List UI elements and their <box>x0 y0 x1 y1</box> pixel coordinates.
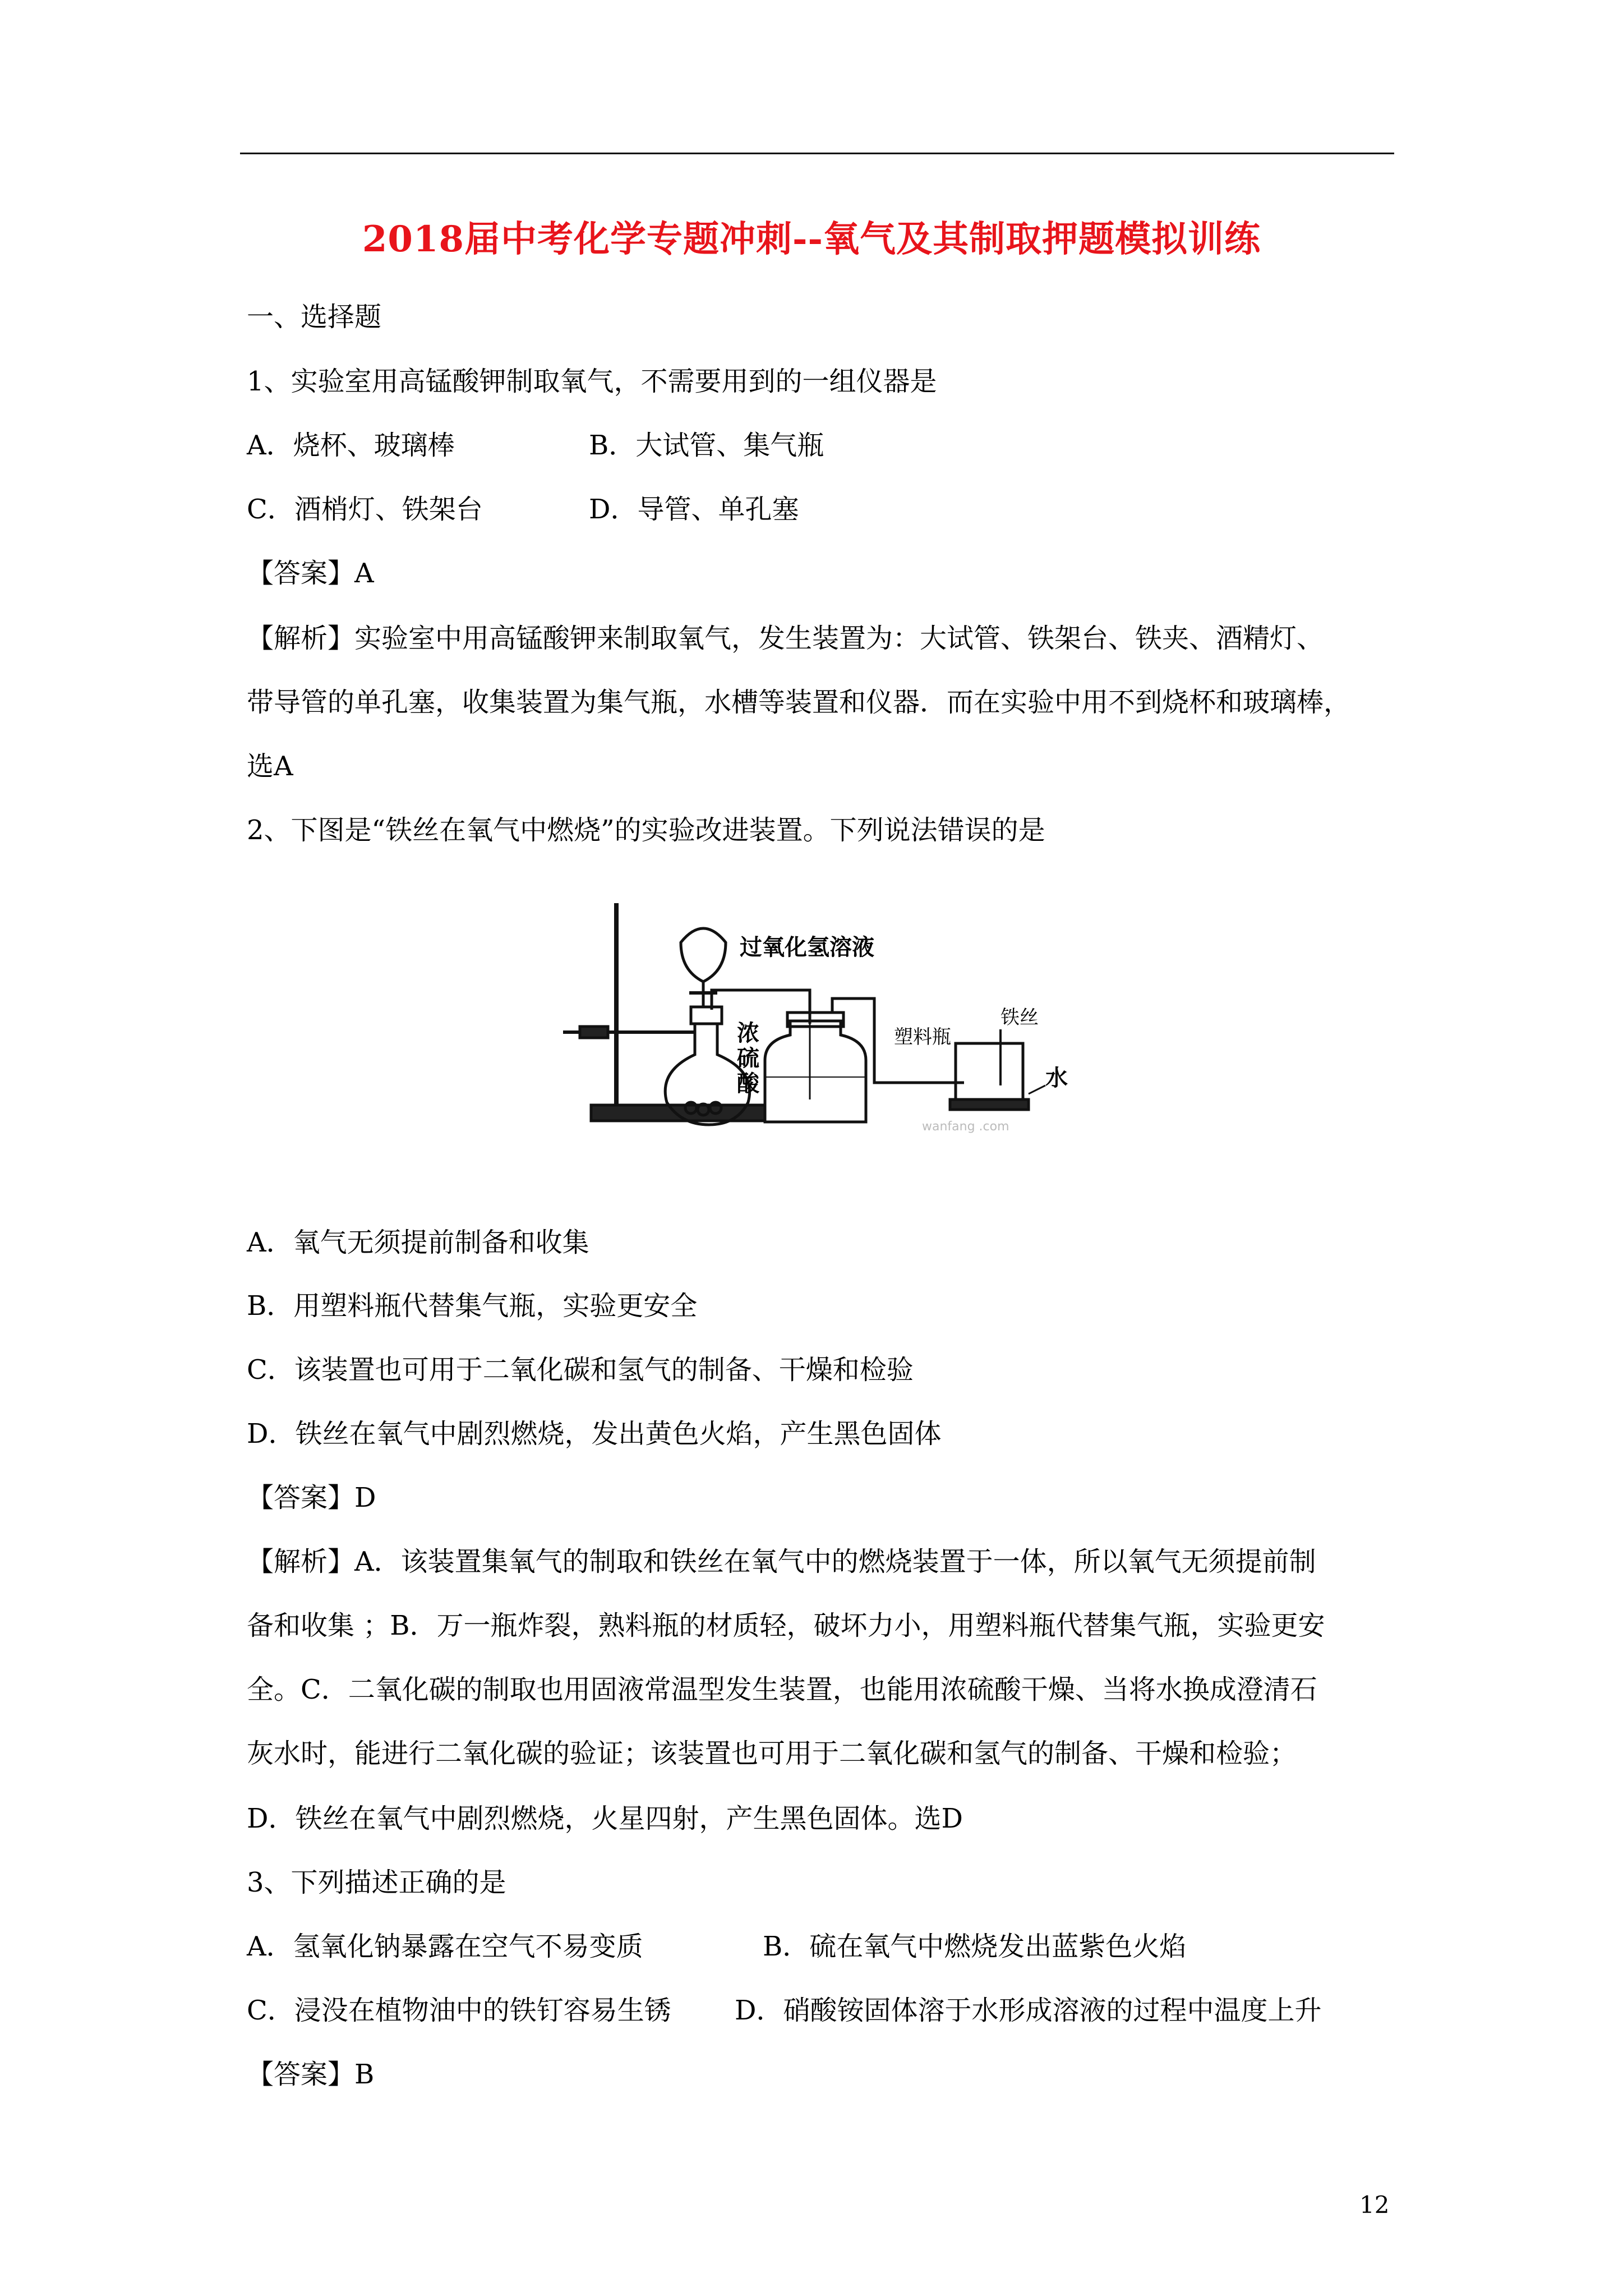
q2-option-d: D．铁丝在氧气中剧烈燃烧，发出黄色火焰，产生黑色固体 <box>247 1418 942 1450</box>
q2-analysis-line: 全。C．二氧化碳的制取也用固液常温型发生装置，也能用浓硫酸干燥、当将水换成澄清石 <box>247 1674 1317 1705</box>
q3-stem: 3、下列描述正确的是 <box>247 1867 506 1898</box>
q2-analysis-line: 【解析】A．该装置集氧气的制取和铁丝在氧气中的燃烧装置于一体，所以氧气无须提前制 <box>247 1546 1316 1577</box>
label-h2o2: 过氧化氢溶液 <box>740 935 874 960</box>
q1-option-b: B．大试管、集气瓶 <box>589 430 824 461</box>
apparatus-diagram <box>563 892 1113 1133</box>
q2-option-a: A．氧气无须提前制备和收集 <box>247 1227 589 1258</box>
q1-option-d: D．导管、单孔塞 <box>589 494 799 525</box>
q1-analysis-line: 【解析】实验室中用高锰酸钾来制取氧气，发生装置为：大试管、铁架台、铁夹、酒精灯、 <box>247 623 1324 654</box>
apparatus-figure <box>563 892 1113 1133</box>
page-number: 12 <box>1359 2191 1390 2219</box>
q1-analysis-line: 选A <box>247 751 293 782</box>
q1-stem: 1、实验室用高锰酸钾制取氧气，不需要用到的一组仪器是 <box>247 366 937 397</box>
q1-answer: 【答案】A <box>247 558 374 589</box>
label-acid: 酸 <box>737 1071 759 1097</box>
separatory-funnel <box>681 928 726 982</box>
q1-option-c: C．酒梢灯、铁架台 <box>247 494 483 525</box>
watermark: wanfang .com <box>922 1120 1009 1133</box>
label-water: 水 <box>1045 1065 1068 1091</box>
label-plastic-bottle: 塑料瓶 <box>894 1026 951 1048</box>
q2-stem: 2、下图是“铁丝在氧气中燃烧”的实验改进装置。下列说法错误的是 <box>247 815 1045 846</box>
q3-option-c: C．浸没在植物油中的铁钉容易生锈 <box>247 1995 671 2026</box>
document-title: 2018届中考化学专题冲刺--氧气及其制取押题模拟训练 <box>362 218 1261 260</box>
q2-analysis-line: 备和收集 ；B．万一瓶炸裂，熟料瓶的材质轻，破坏力小，用塑料瓶代替集气瓶，实验更安 <box>247 1610 1325 1641</box>
q2-option-b: B．用塑料瓶代替集气瓶，实验更安全 <box>247 1290 698 1322</box>
q2-analysis-line: D．铁丝在氧气中剧烈燃烧，火星四射，产生黑色固体。选D <box>247 1803 963 1834</box>
label-acid: 硫 <box>737 1046 759 1071</box>
q1-option-a: A．烧杯、玻璃棒 <box>247 430 455 461</box>
plastic-bottle <box>956 1043 1023 1099</box>
q1-analysis-line: 带导管的单孔塞，收集装置为集气瓶，水槽等装置和仪器．而在实验中用不到烧杯和玻璃棒， <box>247 687 1351 718</box>
q3-option-a: A．氢氧化钠暴露在空气不易变质 <box>247 1931 643 1962</box>
q2-option-c: C．该装置也可用于二氧化碳和氢气的制备、干燥和检验 <box>247 1354 914 1386</box>
clamp-knob <box>580 1027 608 1038</box>
label-acid: 浓 <box>737 1020 759 1046</box>
q3-answer: 【答案】B <box>247 2059 375 2090</box>
q3-option-d: D．硝酸铵固体溶于水形成溶液的过程中温度上升 <box>735 1995 1322 2026</box>
q2-answer: 【答案】D <box>247 1482 376 1513</box>
q2-analysis-line: 灰水时，能进行二氧化碳的验证；该装置也可用于二氧化碳和氢气的制备、干燥和检验； <box>247 1738 1297 1769</box>
section-heading: 一、选择题 <box>247 301 382 333</box>
washing-bottle <box>765 1021 866 1122</box>
label-iron-wire: 铁丝 <box>1000 1006 1039 1029</box>
delivery-tube <box>712 990 810 1024</box>
header-rule <box>240 153 1394 154</box>
q3-option-b: B．硫在氧气中燃烧发出蓝紫色火焰 <box>763 1931 1187 1962</box>
